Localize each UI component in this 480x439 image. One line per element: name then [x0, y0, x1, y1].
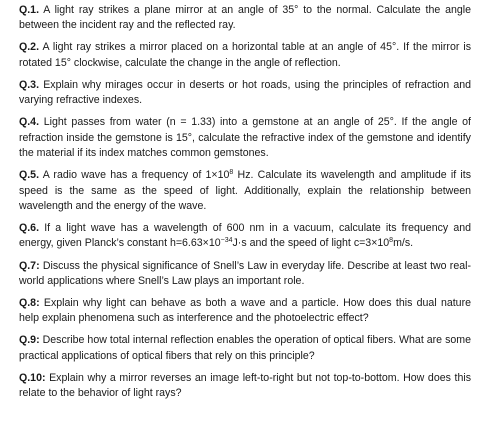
question-number: Q.10:	[19, 371, 46, 384]
question-9	[19, 333, 471, 364]
question-number: Q.4.	[19, 116, 40, 129]
question-text: m/s.	[393, 237, 414, 250]
question-text: A light ray strikes a plane mirror at an angle of 35	[43, 4, 295, 16]
question-8	[19, 296, 471, 327]
question-text: Discuss the physical significance of Snell’s Law in everyday life. Describe at least two real-world applications where Snell’s Law plays an important role.	[19, 259, 471, 287]
question-text: ° clockwise, calculate the change in the angle of reflection.	[66, 56, 341, 69]
exponent: −34	[220, 237, 233, 245]
question-text: °. If the mirror is rotated 15	[19, 41, 472, 69]
question-text: Explain why mirages occur in deserts or hot roads, using the principles of refraction and varying refractive indexes.	[19, 78, 471, 107]
question-text: Light passes from water (n = 1.33) into a gemstone at an angle of 25	[43, 116, 390, 129]
question-text: °. If the angle of refraction inside the gemstone is 15	[19, 116, 472, 144]
question-4	[19, 115, 471, 161]
question-number: Q.6.	[19, 222, 40, 235]
question-number: Q.5.	[19, 169, 40, 182]
question-text: Describe how total internal reflection enables the operation of optical fibers. What are some practical applications of optical fibers that rely on this principle?	[19, 334, 471, 362]
question-10	[19, 371, 471, 402]
question-text: Explain why a mirror reverses an image left-to-right but not top-to-bottom. How does this relate to the behavior of light rays?	[19, 371, 471, 400]
question-text: ° to the normal. Calculate the angle between the incident ray and the reflected ray.	[19, 4, 471, 32]
question-3	[19, 78, 471, 109]
question-7	[19, 259, 471, 290]
question-number: Q.8:	[19, 296, 40, 309]
question-number: Q.1.	[19, 4, 40, 16]
question-text: If a light wave has a wavelength of 600 nm in a vacuum, calculate its frequency and energy, given Planck’s constant h=6.63×10	[19, 222, 472, 250]
question-number: Q.7:	[19, 259, 40, 272]
question-number: Q.9:	[19, 334, 40, 347]
question-text: A radio wave has a frequency of 1×10	[42, 169, 230, 182]
question-number: Q.2.	[19, 41, 40, 54]
question-text: Hz. Calculate its wavelength and amplitude if its speed is the same as the speed of light. Additionally, explain the relationship between wavelength and the energy of the wave.	[19, 169, 472, 212]
exponent: 8	[229, 169, 234, 177]
question-sheet	[19, 3, 471, 408]
question-2	[19, 40, 471, 71]
question-number: Q.3.	[19, 78, 40, 91]
question-6	[19, 221, 471, 252]
question-5	[19, 168, 471, 214]
exponent: 8	[389, 237, 394, 245]
question-1	[19, 3, 471, 34]
question-text: A light ray strikes a mirror placed on a horizontal table at an angle of 45	[42, 41, 392, 54]
question-text: J·s and the speed of light c=3×10	[232, 237, 390, 250]
question-text: Explain why light can behave as both a wave and a particle. How does this dual nature help explain phenomena such as interference and the photoelectric effect?	[19, 296, 471, 325]
question-text: °, calculate the refractive index of the gemstone and identify the material if its index matches common gemstones.	[19, 131, 471, 160]
